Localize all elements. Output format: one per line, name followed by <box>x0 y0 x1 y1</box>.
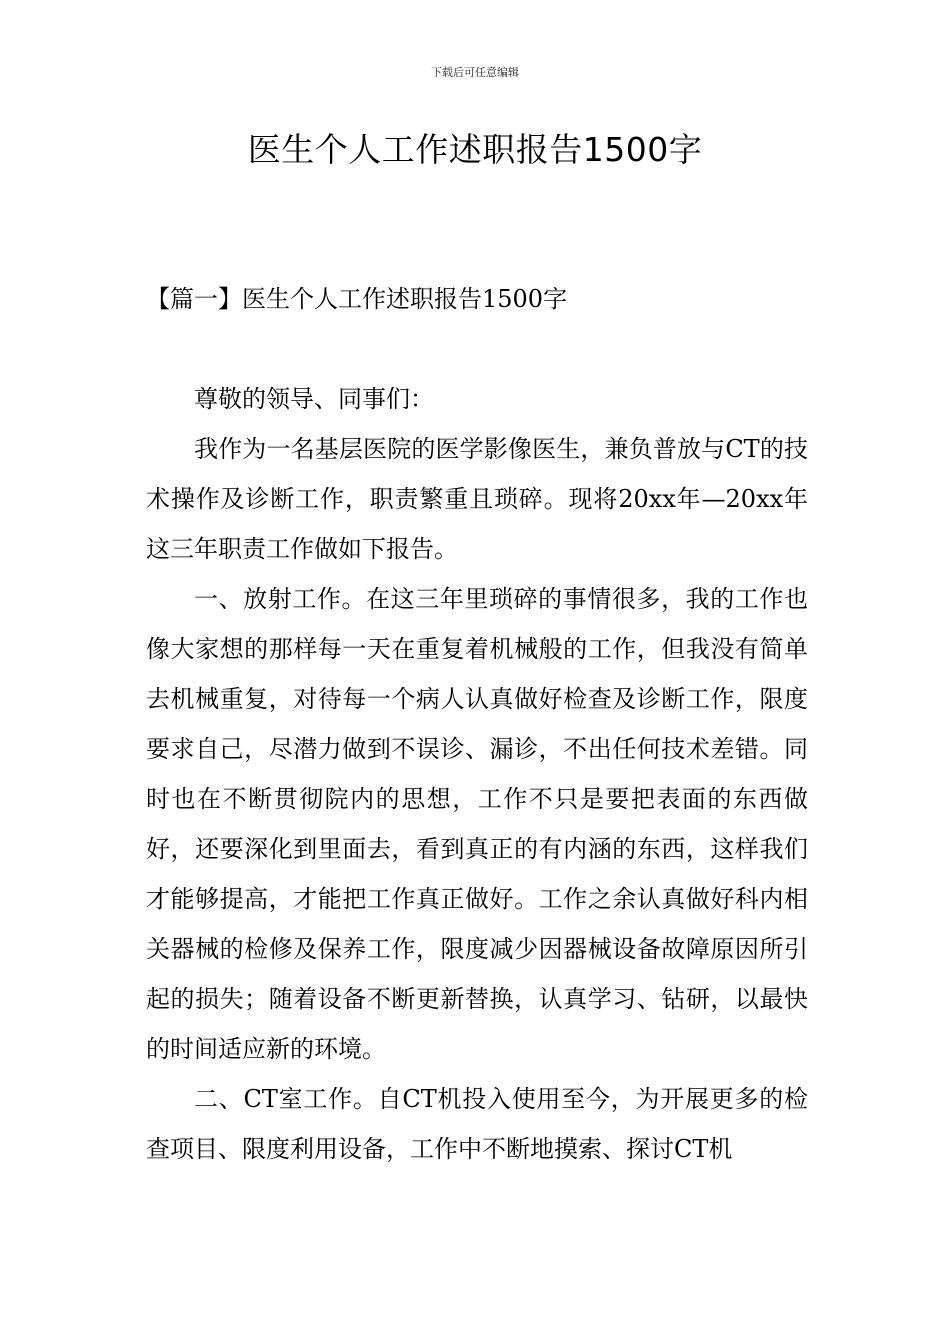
paragraph-ct-room: 二、CT室工作。自CT机投入使用至今，为开展更多的检查项目、限度利用设备，工作中不断地摸索、探讨CT机 <box>146 1085 808 1163</box>
section-heading: 【篇一】医生个人工作述职报告1500字 <box>146 285 568 313</box>
header-note: 下载后可任意编辑 <box>431 66 519 79</box>
document-title: 医生个人工作述职报告1500字 <box>247 130 703 169</box>
paragraph-radiology: 一、放射工作。在这三年里琐碎的事情很多，我的工作也像大家想的那样每一天在重复着机械般的工作，但我没有简单去机械重复，对待每一个病人认真做好检查及诊断工作，限度要求自己，尽潜力做到不误诊、漏诊，不出任何技术差错。同时也在不断贯彻院内的思想，工作不只是要把表面的东西做好，还要深化到里面去，看到真正的有内涵的东西，这样我们才能够提高，才能把工作真正做好。工作之余认真做好科内相关器械的检修及保养工作，限度减少因器械设备故障原因所引起的损失；随着设备不断更新替换，认真学习、钻研，以最快的时间适应新的环境。 <box>146 585 808 1063</box>
document-body <box>146 374 808 1174</box>
salutation: 尊敬的领导、同事们： <box>194 385 434 413</box>
paragraph-intro: 我作为一名基层医院的医学影像医生，兼负普放与CT的技术操作及诊断工作，职责繁重且琐碎。现将20xx年—20xx年这三年职责工作做如下报告。 <box>146 435 808 563</box>
